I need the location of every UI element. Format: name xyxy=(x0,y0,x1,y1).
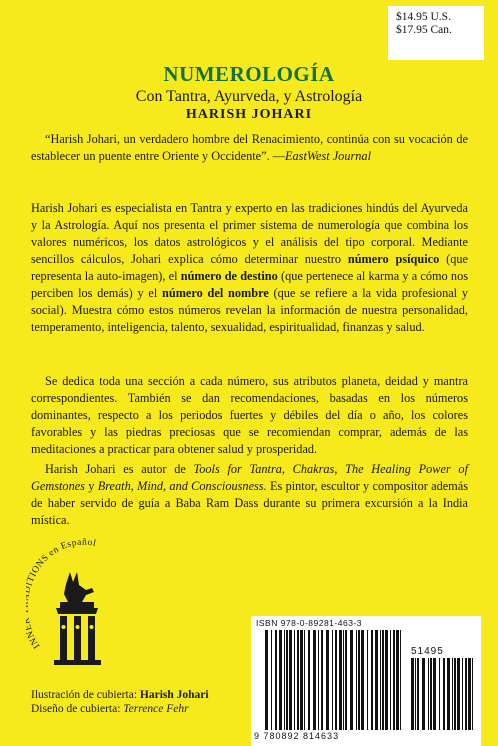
book-author: HARISH JOHARI xyxy=(185,107,313,122)
barcode-bar xyxy=(332,630,333,730)
book-title: NUMEROLOGÍA xyxy=(163,62,335,86)
barcode-bar xyxy=(367,630,368,730)
barcode-bar xyxy=(465,658,467,730)
barcode-bar xyxy=(343,630,344,730)
barcode-bar xyxy=(335,630,337,730)
barcode-bar xyxy=(358,630,360,730)
price-barcode xyxy=(411,658,473,730)
barcode-bar xyxy=(286,630,288,730)
barcode-bar xyxy=(318,630,319,730)
barcode-bar xyxy=(439,658,440,730)
barcode-bar xyxy=(284,630,285,730)
logo-text: INN TIONS en Español xyxy=(26,537,98,650)
barcode-bar xyxy=(468,658,471,730)
p3-text-1: Harish Johari es autor de xyxy=(45,462,194,476)
design-label: Diseño de cubierta: xyxy=(31,703,124,715)
book-title-italic-2: Breath, Mind, and Consciousness. xyxy=(97,479,267,493)
barcode-bar xyxy=(356,630,357,730)
barcode-bar xyxy=(375,630,378,730)
p1-text-2: (que representa la auto-imagen), el xyxy=(31,252,468,283)
barcode-bar xyxy=(361,630,364,730)
description-paragraph-1 xyxy=(31,200,468,336)
barcode-bar xyxy=(380,630,381,730)
barcode-bar xyxy=(326,630,329,730)
barcode-bar xyxy=(350,630,353,730)
barcode-bar xyxy=(339,630,342,730)
pillars-icon xyxy=(54,616,101,665)
barcode-bar xyxy=(275,630,277,730)
description-paragraph-3 xyxy=(31,461,468,529)
barcode-bar xyxy=(447,658,450,730)
barcode-bar xyxy=(371,630,373,730)
barcode-bar xyxy=(313,630,316,730)
isbn-number: ISBN 978-0-89281-463-3 xyxy=(256,618,362,628)
barcode-bar xyxy=(457,658,460,730)
book-subtitle: Con Tantra, Ayurveda, y Astrología xyxy=(135,88,363,105)
barcode-bar xyxy=(304,630,305,730)
barcode-bar xyxy=(433,658,436,730)
p1-text-4: (que se refiere a la vida profesional y social). Muestra cómo estos números revelan la información de nuestra personalidad, temperamento, inteligencia, talento, sexualidad, espiritualidad, finanzas y salud. xyxy=(31,286,468,334)
barcode-bar xyxy=(472,658,473,730)
p1-text-1: Harish Johari es especialista en Tantra y experto en las tradiciones hindús del Ayurveda y la Astrología. Aquí nos presenta el primer sistema de numerología que combina los valores numéricos, los datos astrológicos y el análisis del tipo corporal. Mediante sencillos cálculos, Johari explica cómo determinar nuestro xyxy=(31,201,468,266)
barcode-bar xyxy=(454,658,456,730)
barcode-bar xyxy=(300,630,303,730)
barcode-bar xyxy=(385,630,388,730)
price-code: 51495 xyxy=(411,646,444,657)
barcode-bar xyxy=(271,630,272,730)
barcode-bar xyxy=(422,658,425,730)
barcode-bar xyxy=(382,630,384,730)
p3-text-2: y xyxy=(84,479,98,493)
publisher-logo xyxy=(26,528,136,678)
quote-text: “Harish Johari, un verdadero hombre del Renacimiento, continúa con su vocación de establecer un puente entre Oriente y Occidente”. — xyxy=(31,132,468,163)
barcode-bar xyxy=(452,658,453,730)
barcode-bar xyxy=(393,630,395,730)
barcode-digits: 9 780892 814633 xyxy=(254,731,340,741)
illustration-label: Ilustración de cubierta: xyxy=(31,689,140,701)
barcode-bar xyxy=(462,658,463,730)
design-credit xyxy=(31,702,209,716)
designer-name: Terrence Fehr xyxy=(123,703,189,715)
barcode-bar xyxy=(289,630,292,730)
quote-source: EastWest Journal xyxy=(285,149,371,163)
barcode-bar xyxy=(345,630,347,730)
barcode-bar xyxy=(415,658,416,730)
p3-text-3: Es pintor, escultor y compositor además de haber servido de guía a Baba Ram Dass durante su primera excursión a la India mística. xyxy=(31,479,468,527)
barcode-bar xyxy=(297,630,299,730)
endorsement-quote xyxy=(31,131,468,165)
jackal-figure xyxy=(56,572,98,614)
barcode-bars xyxy=(251,616,481,746)
barcode-bar xyxy=(294,630,295,730)
destiny-number-term: número de destino xyxy=(180,269,278,283)
barcode-bar xyxy=(428,658,429,730)
barcode-bar xyxy=(430,658,432,730)
barcode-bar xyxy=(443,658,445,730)
barcode-bar xyxy=(321,630,323,730)
illustration-credit xyxy=(31,688,209,702)
isbn-barcode xyxy=(265,630,401,730)
p1-text-3: (que pertenece al karma y a cómo nos perciben los demás) y el xyxy=(31,269,468,300)
name-number-term: número del nombre xyxy=(162,286,269,300)
price-box xyxy=(388,6,484,60)
barcode-bar xyxy=(279,630,282,730)
barcode-bar xyxy=(308,630,310,730)
price-can: $17.95 Can. xyxy=(396,24,452,36)
barcode-bar xyxy=(400,630,401,730)
barcode-bar xyxy=(390,630,391,730)
barcode-bar xyxy=(411,658,414,730)
cover-credits xyxy=(31,688,209,716)
barcode-box xyxy=(251,616,481,746)
psychic-number-term: número psíquico xyxy=(347,252,440,266)
barcode-bar xyxy=(417,658,419,730)
description-paragraph-2: Se dedica toda una sección a cada número, sus atributos planeta, deidad y mantra correspondientes. También se dan recomendaciones, basadas en los números dominantes, respecto a los periodos fuertes y débiles del día o año, los colores favorables y las piedras preciosas que se recomiendan comprar, además de las meditaciones a practicar para obtener salud y prosperidad. xyxy=(31,374,468,456)
illustrator-name: Harish Johari xyxy=(139,689,209,701)
price-us: $14.95 U.S. xyxy=(396,11,451,23)
book-titles-italic: Tools for Tantra, Chakras, The Healing Power of Gemstones xyxy=(31,462,468,493)
barcode-bar xyxy=(265,630,268,730)
inner-traditions-logo-icon xyxy=(26,528,136,678)
barcode-bar xyxy=(396,630,399,730)
